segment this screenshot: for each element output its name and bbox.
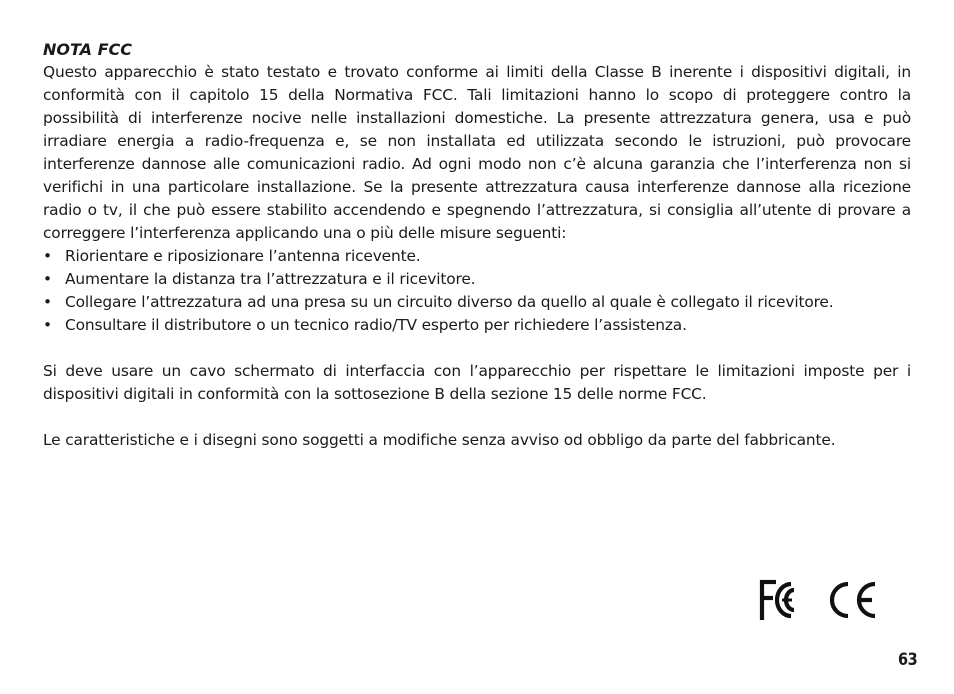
- fcc-compliance-paragraph: Questo apparecchio è stato testato e trovato conforme ai limiti della Classe B inerente i dispositivi digitali, in conformità con il capitolo 15 della Normativa FCC. Tali limitazioni hanno lo scopo di proteggere contro la possibilità di interferenze nocive nelle installazioni domestiche. La presente attrezzatura genera, usa e può irradiare energia a radio-frequenza e, se non installata ed utilizzata secondo le istruzioni, può provocare interferenze dannose alle comunicazioni radio. Ad ogni modo non c’è alcuna garanzia che l’interferenza non si verifichi in una particolare installazione. Se la presente attrezzatura causa interferenze dannose alla ricezione radio o tv, il che può essere stabilito accendendo e spegnendo l’attrezzatura, si consiglia all’utente di provare a correggere l’interferenza applicando una o più delle misure seguenti:: [43, 63, 911, 242]
- page-number: 63: [898, 650, 918, 670]
- list-item-text: Consultare il distributore o un tecnico radio/TV esperto per richiedere l’assistenza.: [65, 316, 687, 334]
- list-item-text: Aumentare la distanza tra l’attrezzatura e il ricevitore.: [65, 270, 476, 288]
- list-item: [43, 291, 911, 314]
- list-item-text: Collegare l’attrezzatura ad una presa su un circuito diverso da quello al quale è collegato il ricevitore.: [65, 293, 834, 311]
- ce-logo-icon: [832, 584, 875, 616]
- section-heading: NOTA FCC: [43, 40, 133, 59]
- list-item: [43, 268, 911, 291]
- spacer: [43, 337, 911, 360]
- bullet-icon: •: [43, 270, 52, 288]
- list-item: [43, 314, 911, 337]
- remedy-list: [43, 245, 911, 337]
- shielded-cable-paragraph: Si deve usare un cavo schermato di interfaccia con l’apparecchio per rispettare le limitazioni imposte per i dispositivi digitali in conformità con la sottosezione B della sezione 15 delle norme FCC.: [43, 362, 911, 403]
- list-item-text: Riorientare e riposizionare l’antenna ricevente.: [65, 247, 421, 265]
- bullet-icon: •: [43, 316, 52, 334]
- spacer: [43, 406, 911, 429]
- bullet-icon: •: [43, 247, 52, 265]
- certification-logos: [758, 578, 878, 622]
- bullet-icon: •: [43, 293, 52, 311]
- disclaimer-paragraph: Le caratteristiche e i disegni sono soggetti a modifiche senza avviso od obbligo da parte del fabbricante.: [43, 431, 836, 449]
- list-item: [43, 245, 911, 268]
- document-body: [43, 38, 911, 452]
- fcc-logo-icon: [760, 580, 794, 620]
